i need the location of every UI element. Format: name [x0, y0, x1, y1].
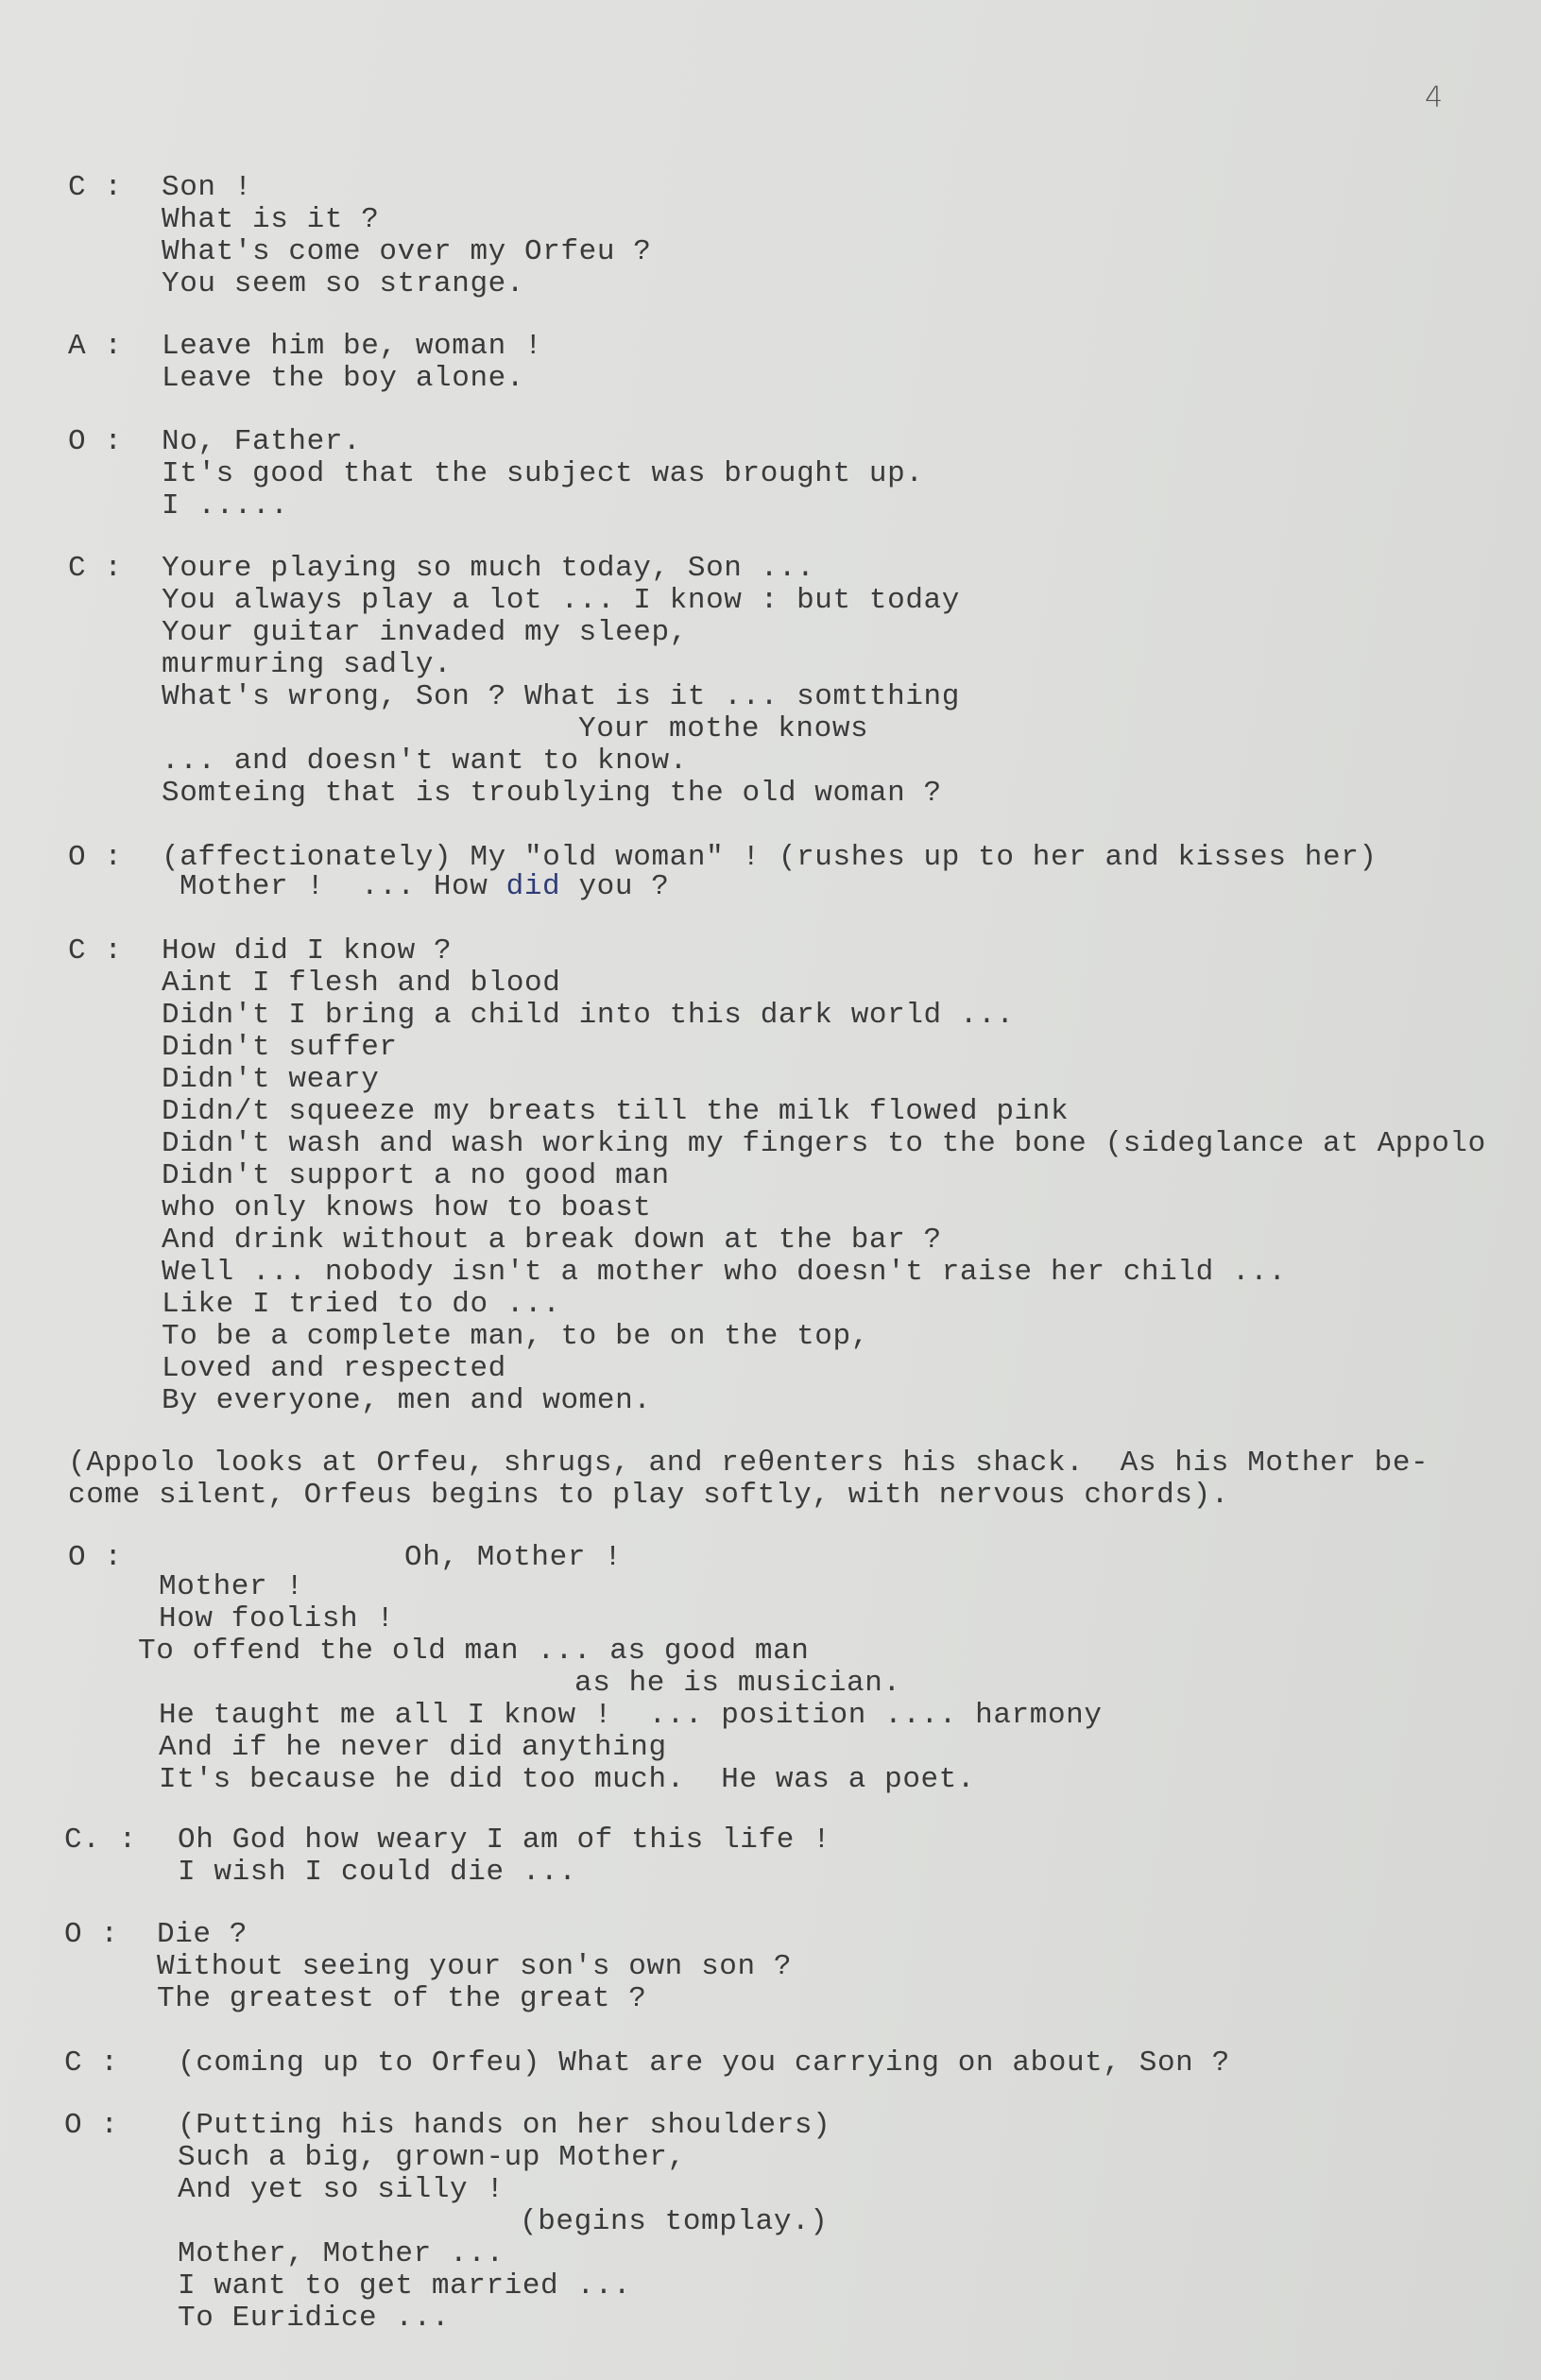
- dialogue-line: You seem so strange.: [162, 267, 525, 300]
- dialogue-line: He taught me all I know ! ... position .... harmony: [159, 1699, 1103, 1732]
- dialogue-line: And if he never did anything: [159, 1731, 667, 1764]
- speaker-label: O :: [68, 425, 123, 458]
- dialogue-line: (Putting his hands on her shoulders): [178, 2109, 831, 2142]
- dialogue-line: What's wrong, Son ? What is it ... somtthing: [162, 680, 960, 713]
- dialogue-line: (begins tomplay.): [520, 2205, 829, 2238]
- line-text: Mother ! ... How: [180, 870, 506, 903]
- speaker-label: O :: [64, 2109, 119, 2142]
- dialogue-line: Didn't suffer: [162, 1031, 398, 1064]
- dialogue-line: It's good that the subject was brought up.: [162, 457, 924, 490]
- dialogue-line: Youre playing so much today, Son ...: [162, 552, 815, 585]
- dialogue-line: murmuring sadly.: [162, 648, 453, 681]
- dialogue-line: [180, 871, 669, 903]
- dialogue-line: Aint I flesh and blood: [162, 967, 561, 1000]
- dialogue-line: as he is musician.: [574, 1667, 901, 1700]
- dialogue-line: Like I tried to do ...: [162, 1288, 561, 1321]
- dialogue-line: Leave him be, woman !: [162, 330, 543, 363]
- dialogue-line: No, Father.: [162, 425, 362, 458]
- dialogue-line: Didn't support a no good man: [162, 1159, 670, 1192]
- dialogue-line: Didn't weary: [162, 1063, 380, 1096]
- dialogue-line: Son !: [162, 171, 253, 204]
- speaker-label: A :: [68, 330, 123, 363]
- stage-direction: (Appolo looks at Orfeu, shrugs, and reθenters his shack. As his Mother be-: [68, 1447, 1430, 1480]
- dialogue-line: Such a big, grown-up Mother,: [178, 2141, 686, 2174]
- dialogue-line: Your guitar invaded my sleep,: [162, 616, 688, 649]
- dialogue-line: And drink without a break down at the bar ?: [162, 1224, 942, 1257]
- dialogue-line: ... and doesn't want to know.: [162, 745, 688, 778]
- speaker-label: C :: [68, 934, 123, 967]
- dialogue-line: It's because he did too much. He was a poet.: [159, 1763, 976, 1796]
- dialogue-line: What's come over my Orfeu ?: [162, 235, 652, 268]
- speaker-label: C. :: [64, 1824, 137, 1857]
- dialogue-line: I want to get married ...: [178, 2269, 632, 2303]
- page-number: 4: [1425, 81, 1444, 114]
- dialogue-line: And yet so silly !: [178, 2173, 505, 2206]
- speaker-label: O :: [64, 1918, 119, 1951]
- dialogue-line: Didn/t squeeze my breats till the milk flowed pink: [162, 1095, 1070, 1128]
- dialogue-line: Somteing that is troublying the old woman ?: [162, 777, 942, 810]
- dialogue-line: Didn't I bring a child into this dark world ...: [162, 999, 1015, 1032]
- dialogue-line: Mother, Mother ...: [178, 2237, 505, 2270]
- dialogue-line: I wish I could die ...: [178, 1856, 577, 1889]
- dialogue-line: To be a complete man, to be on the top,: [162, 1320, 869, 1353]
- dialogue-line: who only knows how to boast: [162, 1191, 652, 1224]
- dialogue-line: (coming up to Orfeu) What are you carrying on about, Son ?: [178, 2046, 1230, 2080]
- speaker-label: O :: [68, 1541, 123, 1574]
- handwritten-correction: did: [505, 870, 561, 903]
- dialogue-line: Your mothe knows: [578, 712, 869, 745]
- dialogue-line: Loved and respected: [162, 1352, 506, 1385]
- dialogue-line: Die ?: [157, 1918, 248, 1951]
- dialogue-line: What is it ?: [162, 203, 380, 236]
- dialogue-line: To Euridice ...: [178, 2302, 451, 2335]
- speaker-label: C :: [64, 2046, 119, 2080]
- dialogue-line: The greatest of the great ?: [157, 1982, 647, 2015]
- dialogue-line: Leave the boy alone.: [162, 362, 525, 395]
- dialogue-line: How foolish !: [159, 1602, 395, 1635]
- dialogue-line: Oh God how weary I am of this life !: [178, 1824, 831, 1857]
- dialogue-line: Without seeing your son's own son ?: [157, 1950, 793, 1983]
- dialogue-line: How did I know ?: [162, 934, 453, 967]
- dialogue-line: By everyone, men and women.: [162, 1384, 652, 1417]
- dialogue-line: To offend the old man ... as good man: [138, 1635, 810, 1668]
- dialogue-line: Didn't wash and wash working my fingers to the bone (sideglance at Appolo: [162, 1127, 1486, 1160]
- speaker-label: O :: [68, 841, 123, 874]
- dialogue-line: I .....: [162, 489, 289, 522]
- line-text: you ?: [560, 870, 670, 903]
- stage-direction: come silent, Orfeus begins to play softly, with nervous chords).: [68, 1479, 1229, 1512]
- dialogue-line: (affectionately) My "old woman" ! (rushes up to her and kisses her): [162, 841, 1378, 874]
- dialogue-line: Mother !: [159, 1570, 304, 1603]
- speaker-label: C :: [68, 171, 123, 204]
- speaker-label: C :: [68, 552, 123, 585]
- dialogue-line: You always play a lot ... I know : but today: [162, 584, 960, 617]
- dialogue-line: Oh, Mother !: [404, 1541, 623, 1574]
- dialogue-line: Well ... nobody isn't a mother who doesn't raise her child ...: [162, 1256, 1287, 1289]
